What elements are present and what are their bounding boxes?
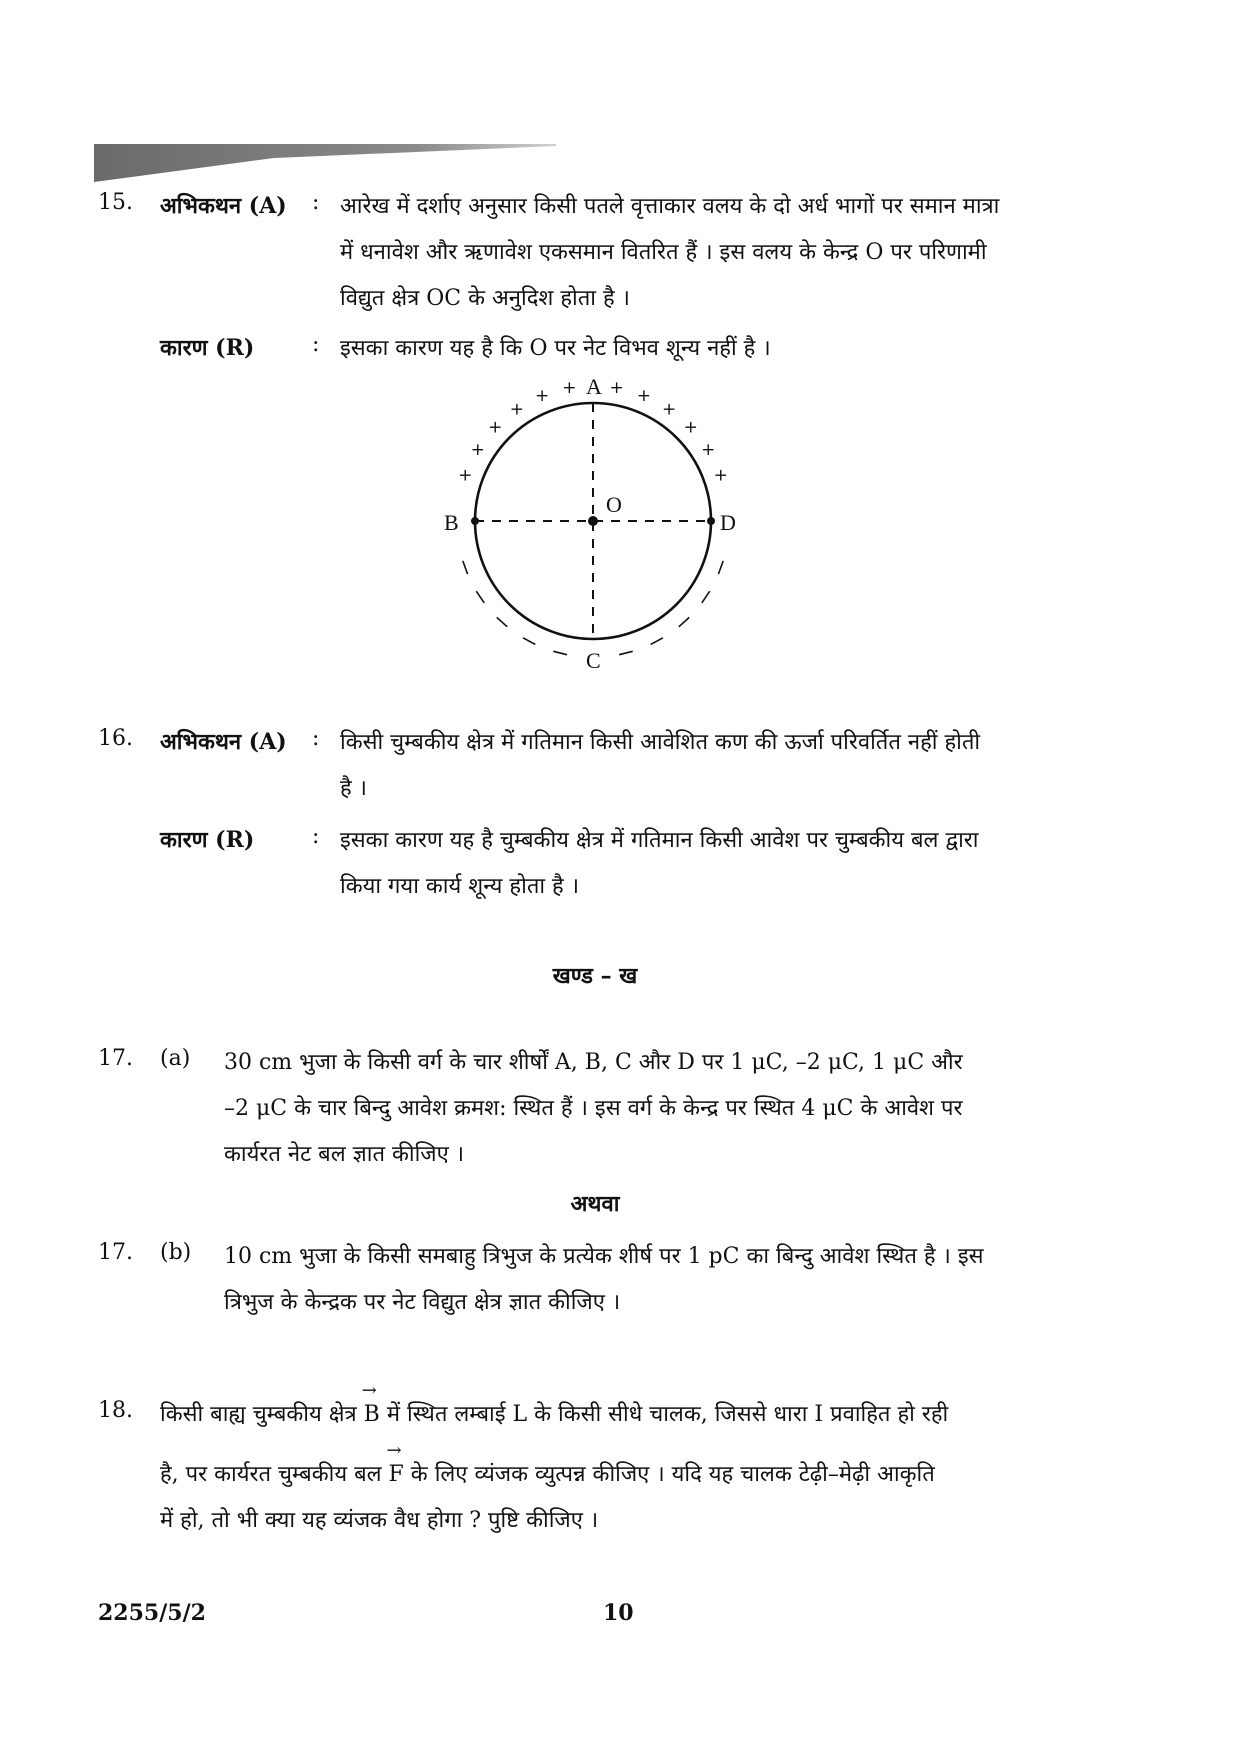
colon: :	[312, 726, 320, 751]
question-number: 17.	[98, 1046, 133, 1071]
plus-charge: +	[683, 417, 698, 438]
plus-charge: +	[509, 399, 525, 420]
question-line: –2 μC के चार बिन्दु आवेश क्रमश: स्थित हैं । इस वर्ग के केन्द्र पर स्थित 4 μC के आवेश पर	[224, 1096, 963, 1121]
vector-arrow-icon: →	[361, 1380, 377, 1401]
text-run: में स्थित लम्बाई L के किसी सीधे चालक, जिससे धारा I प्रवाहित हो रही	[379, 1402, 949, 1427]
center-point	[588, 516, 598, 526]
question-line	[160, 1380, 949, 1428]
label-a: A	[586, 374, 602, 399]
plus-charge: +	[701, 439, 716, 460]
plus-charge: +	[534, 385, 550, 406]
plus-charge: +	[713, 465, 728, 486]
reason-line: इसका कारण यह है कि O पर नेट विभव शून्य नहीं है ।	[340, 336, 771, 361]
label-d: D	[720, 510, 736, 535]
section-heading: खण्ड – ख	[552, 963, 638, 989]
minus-charge	[476, 591, 484, 603]
minus-charge	[702, 591, 710, 603]
assertion-label: अभिकथन (A)	[160, 729, 287, 755]
minus-charge	[497, 617, 507, 626]
minus-charge	[651, 638, 663, 645]
colon: :	[312, 190, 320, 215]
minus-charge	[523, 638, 535, 645]
label-o: O	[606, 492, 622, 517]
question-number: 17.	[98, 1240, 133, 1265]
assertion-label: अभिकथन (A)	[160, 193, 287, 219]
label-b: B	[444, 510, 459, 535]
point-d	[707, 517, 715, 525]
question-part: (b)	[160, 1240, 192, 1265]
page-number: 10	[603, 1600, 634, 1626]
header-bar	[94, 144, 556, 182]
reason-label: कारण (R)	[160, 335, 255, 361]
question-line: कार्यरत नेट बल ज्ञात कीजिए ।	[224, 1142, 465, 1167]
plus-charge: +	[470, 439, 485, 460]
question-number: 18.	[98, 1398, 133, 1423]
reason-line: इसका कारण यह है चुम्बकीय क्षेत्र में गतिमान किसी आवेश पर चुम्बकीय बल द्वारा	[340, 828, 979, 853]
text-run: है, पर कार्यरत चुम्बकीय बल	[160, 1462, 389, 1487]
colon: :	[312, 332, 320, 357]
assertion-line: आरेख में दर्शाए अनुसार किसी पतले वृत्ताकार वलय के दो अर्ध भागों पर समान मात्रा	[340, 194, 1000, 219]
plus-charge: +	[458, 465, 473, 486]
question-number: 15.	[98, 190, 133, 215]
assertion-line: किसी चुम्बकीय क्षेत्र में गतिमान किसी आवेशित कण की ऊर्जा परिवर्तित नहीं होती	[340, 730, 981, 755]
reason-label: कारण (R)	[160, 827, 255, 853]
reason-line: किया गया कार्य शून्य होता है ।	[340, 874, 580, 899]
vector-b	[361, 1380, 380, 1427]
question-number: 16.	[98, 726, 133, 751]
vector-symbol: F	[388, 1462, 404, 1487]
question-line	[160, 1440, 935, 1488]
assertion-line: विद्युत क्षेत्र OC के अनुदिश होता है ।	[340, 286, 630, 311]
plus-charge: +	[562, 378, 577, 399]
minus-charge	[619, 651, 633, 654]
minus-charge	[718, 561, 723, 574]
question-line: 10 cm भुजा के किसी समबाहु त्रिभुज के प्रत्येक शीर्ष पर 1 pC का बिन्दु आवेश स्थित है । इस	[224, 1244, 984, 1269]
question-part: (a)	[160, 1046, 191, 1071]
question-line: त्रिभुज के केन्द्रक पर नेट विद्युत क्षेत्र ज्ञात कीजिए ।	[224, 1290, 621, 1315]
colon: :	[312, 824, 320, 849]
paper-code: 2255/5/2	[98, 1600, 206, 1626]
vector-symbol: B	[363, 1402, 380, 1427]
question-line: 30 cm भुजा के किसी वर्ग के चार शीर्षों A, B, C और D पर 1 μC, –2 μC, 1 μC और	[224, 1050, 963, 1075]
label-c: C	[586, 648, 601, 673]
text-run: किसी बाह्य चुम्बकीय क्षेत्र	[160, 1402, 364, 1427]
vector-arrow-icon: →	[386, 1440, 402, 1461]
vector-f	[386, 1440, 404, 1487]
or-heading: अथवा	[570, 1191, 620, 1217]
minus-charge	[553, 651, 567, 654]
plus-charge: +	[636, 385, 652, 406]
assertion-line: में धनावेश और ऋणावेश एकसमान वितरित हैं । इस वलय के केन्द्र O पर परिणामी	[340, 240, 987, 265]
point-b	[471, 517, 479, 525]
plus-charge: +	[661, 399, 677, 420]
question-line: में हो, तो भी क्या यह व्यंजक वैध होगा ? पुष्टि कीजिए ।	[160, 1508, 599, 1533]
ring-diagram	[430, 370, 770, 680]
assertion-line: है ।	[340, 776, 368, 801]
text-run: के लिए व्यंजक व्युत्पन्न कीजिए । यदि यह चालक टेढ़ी–मेढ़ी आकृति	[403, 1462, 935, 1487]
plus-charge: +	[488, 417, 503, 438]
minus-charge	[679, 617, 689, 626]
plus-charge: +	[609, 378, 624, 399]
minus-charge	[463, 561, 468, 574]
